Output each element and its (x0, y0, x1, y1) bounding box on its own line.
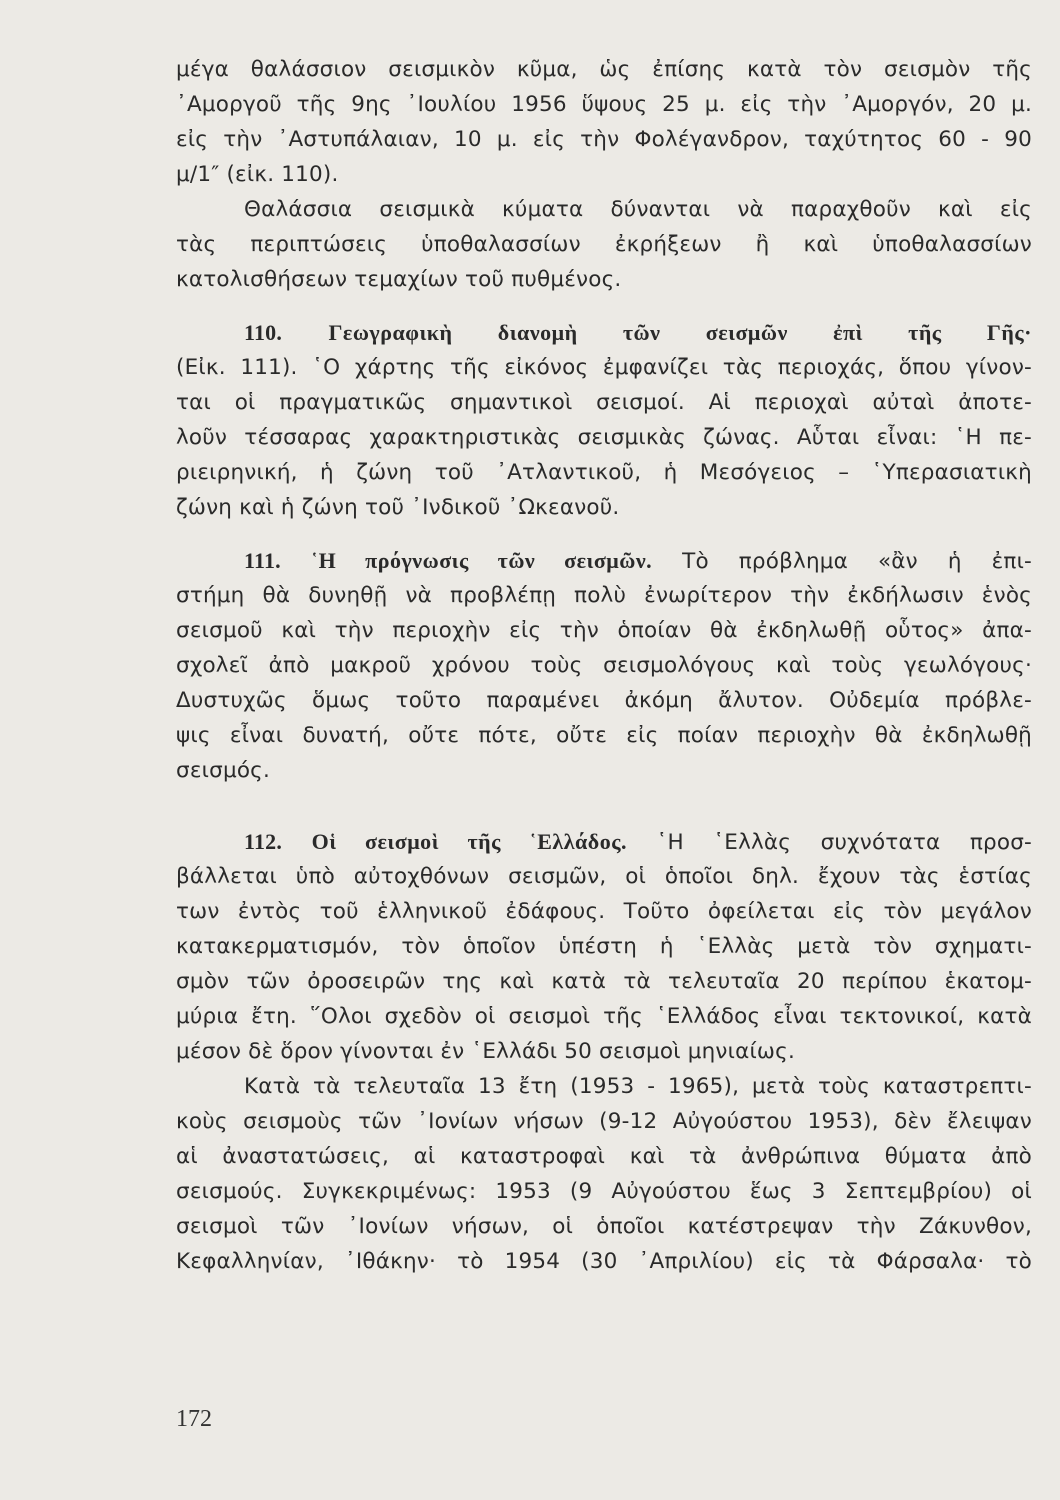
text-line: Θαλάσσια σεισμικὰ κύματα δύνανται νὰ παραχθοῦν καὶ εἰς (244, 197, 1032, 222)
page-number: 172 (176, 1406, 212, 1432)
text-line: σεισμοῦ καὶ τὴν περιοχὴν εἰς τὴν ὁποίαν θὰ ἐκδηλωθῇ οὗτος» ἀπα- (176, 618, 1032, 643)
page-body (176, 52, 1032, 1279)
section-111 (176, 543, 1032, 788)
paragraph-continuation (176, 52, 1032, 192)
text-line: μέγα θαλάσσιον σεισμικὸν κῦμα, ὡς ἐπίσης κατὰ τὸν σεισμὸν τῆς (176, 57, 1032, 82)
text-line: των ἐντὸς τοῦ ἑλληνικοῦ ἐδάφους. Τοῦτο ὀφείλεται εἰς τὸν μεγάλον (176, 899, 1032, 924)
text-line: κοὺς σεισμοὺς τῶν ᾿Ιονίων νήσων (9-12 Αὐγούστου 1953), δὲν ἔλειψαν (176, 1109, 1032, 1134)
section-number: 110. (244, 320, 283, 345)
text-line: στήμη θὰ δυνηθῇ νὰ προβλέπῃ πολὺ ἐνωρίτερον τὴν ἐκδήλωσιν ἑνὸς (176, 583, 1032, 608)
text-line: κατακερματισμόν, τὸν ὁποῖον ὑπέστη ἡ ῾Ελλὰς μετὰ τὸν σχηματι- (176, 934, 1032, 959)
section-number: 112. (244, 829, 283, 854)
section-title: Γεωγραφικὴ διανομὴ τῶν σεισμῶν ἐπὶ τῆς Γῆς· (328, 320, 1032, 345)
text-line: σχολεῖ ἀπὸ μακροῦ χρόνου τοὺς σεισμολόγους καὶ τοὺς γεωλόγους· (176, 653, 1032, 678)
section-110 (176, 315, 1032, 525)
text-line: Κατὰ τὰ τελευταῖα 13 ἔτη (1953 - 1965), μετὰ τοὺς καταστρεπτι- (244, 1074, 1032, 1099)
text-line: αἱ ἀναστατώσεις, αἱ καταστροφαὶ καὶ τὰ ἀνθρώπινα θύματα ἀπὸ (176, 1144, 1032, 1169)
text-line: ψις εἶναι δυνατή, οὔτε πότε, οὔτε εἰς ποίαν περιοχὴν θὰ ἐκδηλωθῇ (176, 723, 1032, 748)
section-number: 111. (244, 548, 281, 573)
text-line: (Εἰκ. 111). ῾Ο χάρτης τῆς εἰκόνος ἐμφανίζει τὰς περιοχάς, ὅπου γίνον- (176, 355, 1032, 380)
text-line: εἰς τὴν ᾿Αστυπάλαιαν, 10 μ. εἰς τὴν Φολέγανδρον, ταχύτητος 60 - 90 (176, 127, 1032, 152)
paragraph-recent-earthquakes (176, 1069, 1032, 1279)
text-line: σεισμοὶ τῶν ᾿Ιονίων νήσων, οἱ ὁποῖοι κατέστρεψαν τὴν Ζάκυνθον, (176, 1214, 1032, 1239)
text-line: Δυστυχῶς ὅμως τοῦτο παραμένει ἀκόμη ἄλυτον. Οὐδεμία πρόβλε- (176, 688, 1032, 713)
section-heading-line (176, 824, 1032, 859)
text-line: μ/1″ (εἰκ. 110). (176, 162, 339, 187)
section-text-start: Τὸ πρόβλημα «ἂν ἡ ἐπι- (682, 549, 1032, 574)
text-line: βάλλεται ὑπὸ αὐτοχθόνων σεισμῶν, οἱ ὁποῖοι δηλ. ἔχουν τὰς ἑστίας (176, 864, 1032, 889)
text-line: ριειρηνική, ἡ ζώνη τοῦ ᾿Ατλαντικοῦ, ἡ Μεσόγειος – ῾Υπερασιατικὴ (176, 460, 1032, 485)
text-line: σεισμός. (176, 758, 271, 783)
text-line: ται οἱ πραγματικῶς σημαντικοὶ σεισμοί. Αἱ περιοχαὶ αὐταὶ ἀποτε- (176, 390, 1032, 415)
section-heading-line (176, 315, 1032, 350)
text-line: σεισμούς. Συγκεκριμένως: 1953 (9 Αὐγούστου ἕως 3 Σεπτεμβρίου) οἱ (176, 1179, 1032, 1204)
section-title: ῾Η πρόγνωσις τῶν σεισμῶν. (310, 548, 653, 573)
paragraph-underwater-waves (176, 192, 1032, 297)
text-line: μύρια ἔτη. ῞Ολοι σχεδὸν οἱ σεισμοὶ τῆς ῾Ελλάδος εἶναι τεκτονικοί, κατὰ (176, 1004, 1032, 1029)
text-line: Κεφαλληνίαν, ᾿Ιθάκην· τὸ 1954 (30 ᾿Απριλίου) εἰς τὰ Φάρσαλα· τὸ (176, 1249, 1032, 1274)
text-line: τὰς περιπτώσεις ὑποθαλασσίων ἐκρήξεων ἢ καὶ ὑποθαλασσίων (176, 232, 1032, 257)
text-line: ζώνη καὶ ἡ ζώνη τοῦ ᾿Ινδικοῦ ᾿Ωκεανοῦ. (176, 495, 620, 520)
section-heading-line (176, 543, 1032, 578)
text-line: μέσον δὲ ὅρον γίνονται ἐν ῾Ελλάδι 50 σεισμοὶ μηνιαίως. (176, 1039, 795, 1064)
text-line: κατολισθήσεων τεμαχίων τοῦ πυθμένος. (176, 267, 622, 292)
section-112 (176, 824, 1032, 1069)
text-line: λοῦν τέσσαρας χαρακτηριστικὰς σεισμικὰς ζώνας. Αὗται εἶναι: ῾Η πε- (176, 425, 1032, 450)
section-title: Οἱ σεισμοὶ τῆς ῾Ελλάδος. (311, 829, 627, 854)
section-text-start: ῾Η ῾Ελλὰς συχνότατα προσ- (656, 830, 1032, 855)
text-line: ᾿Αμοργοῦ τῆς 9ης ᾿Ιουλίου 1956 ὕψους 25 μ. εἰς τὴν ᾿Αμοργόν, 20 μ. (176, 92, 1032, 117)
text-line: σμὸν τῶν ὀροσειρῶν της καὶ κατὰ τὰ τελευταῖα 20 περίπου ἑκατομ- (176, 969, 1032, 994)
